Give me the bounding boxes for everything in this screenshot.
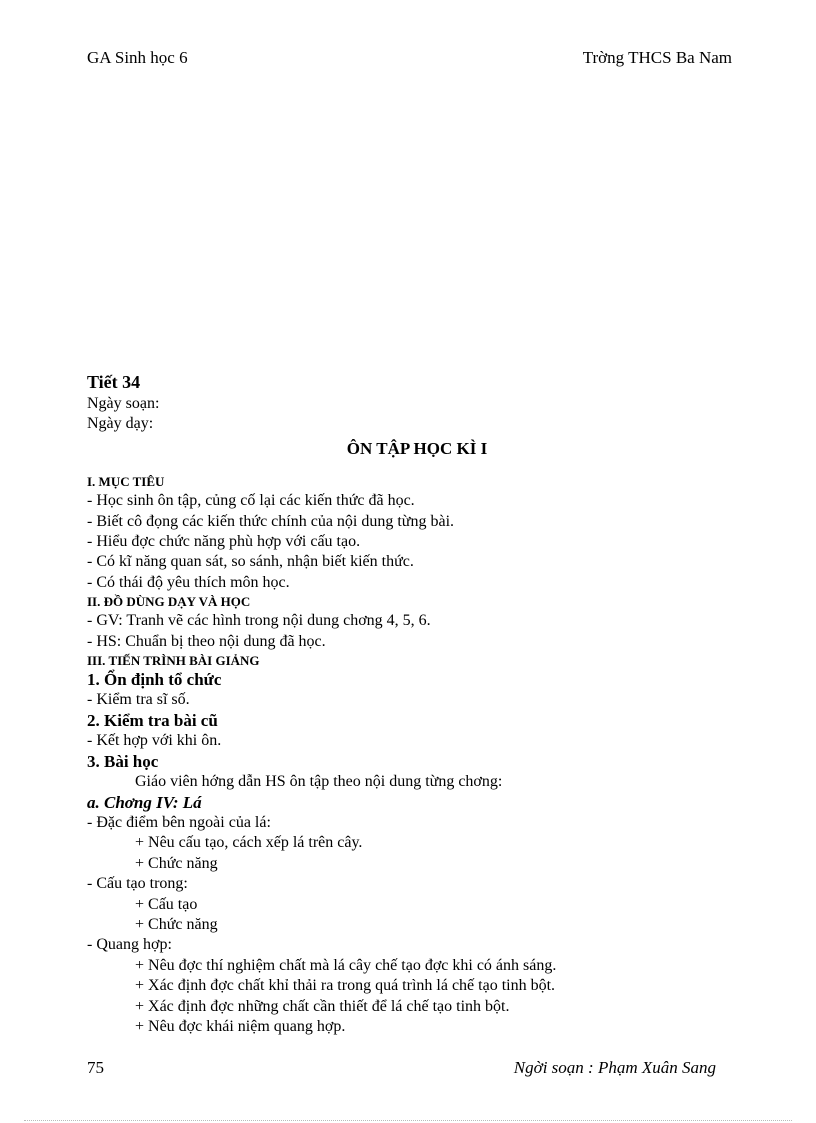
leaf-exterior-item: + Nêu cấu tạo, cách xếp lá trên cây.: [135, 834, 363, 852]
objective-item: - Biết cô đọng các kiến thức chính của nội dung từng bài.: [87, 512, 455, 530]
photosynthesis-item: + Nêu đợc khái niệm quang hợp.: [135, 1017, 346, 1035]
document-body: [87, 370, 737, 1037]
teach-date: Ngày dạy:: [87, 415, 154, 433]
step-organization: 1. Ổn định tổ chức: [87, 670, 222, 690]
objective-item: - Có kĩ năng quan sát, so sánh, nhận biết kiến thức.: [87, 553, 414, 571]
leaf-exterior: - Đặc điểm bên ngoài của lá:: [87, 813, 271, 831]
section-materials: II. ĐỒ DÙNG DẠY VÀ HỌC: [87, 594, 251, 610]
photosynthesis-item: + Xác định đợc chất khỉ thải ra trong quá trình lá chế tạo tinh bột.: [135, 977, 556, 995]
step-review: 2. Kiểm tra bài cũ: [87, 710, 218, 730]
material-item: - HS: Chuẩn bị theo nội dung đã học.: [87, 632, 326, 650]
lesson-number: Tiết 34: [87, 372, 141, 392]
header-subject: GA Sinh học 6: [87, 48, 188, 67]
section-procedure: III. TIẾN TRÌNH BÀI GIẢNG: [87, 653, 260, 669]
step-lesson: 3. Bài học: [87, 751, 159, 771]
footer-author: Ngời soạn : Phạm Xuân Sang: [513, 1058, 716, 1077]
page-number: 75: [87, 1058, 104, 1077]
leaf-interior-item: + Cấu tạo: [135, 895, 198, 913]
objective-item: - Có thái độ yêu thích môn học.: [87, 573, 290, 591]
chapter-heading: a. Chơng IV: Lá: [87, 792, 202, 812]
page-title: ÔN TẬP HỌC KÌ I: [346, 438, 488, 458]
material-item: - GV: Tranh vẽ các hình trong nội dung chơng 4, 5, 6.: [87, 612, 431, 630]
step-organization-text: - Kiểm tra sĩ số.: [87, 691, 190, 709]
photosynthesis-item: + Xác định đợc những chất cần thiết để lá chế tạo tinh bột.: [135, 997, 510, 1015]
step-lesson-text: Giáo viên hớng dẫn HS ôn tập theo nội dung từng chơng:: [135, 773, 503, 791]
photosynthesis-item: + Nêu đợc thí nghiệm chất mà lá cây chế tạo đợc khi có ánh sáng.: [135, 956, 557, 974]
leaf-interior: - Cấu tạo trong:: [87, 875, 188, 893]
objective-item: - Học sinh ôn tập, củng cố lại các kiến thức đã học.: [87, 492, 415, 510]
section-objectives: I. MỤC TIÊU: [87, 474, 165, 490]
leaf-exterior-item: + Chức năng: [135, 854, 218, 872]
step-review-text: - Kết hợp với khi ôn.: [87, 732, 222, 750]
objective-item: - Hiểu đợc chức năng phù hợp với cấu tạo.: [87, 533, 361, 551]
page-bottom-divider: [24, 1120, 792, 1121]
prep-date: Ngày soạn:: [87, 395, 160, 412]
photosynthesis: - Quang hợp:: [87, 936, 172, 954]
header-school: Trờng THCS Ba Nam: [582, 48, 732, 67]
leaf-interior-item: + Chức năng: [135, 915, 218, 933]
